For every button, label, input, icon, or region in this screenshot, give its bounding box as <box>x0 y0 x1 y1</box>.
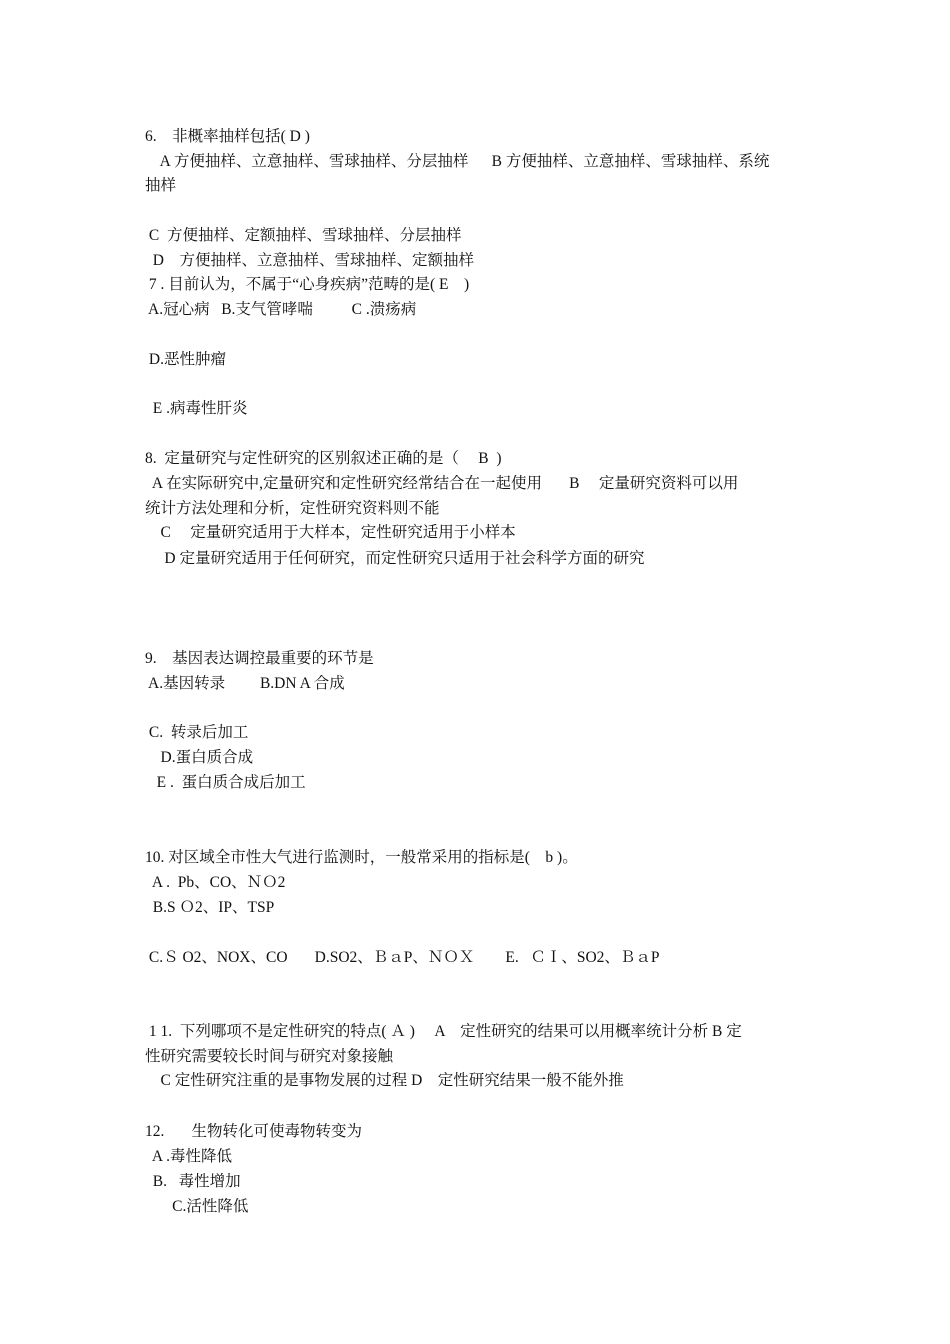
q10-option-b: B.S Ｏ2、IP、TSP <box>145 899 275 916</box>
q12-option-a: A .毒性降低 <box>145 1148 232 1165</box>
q8-options-ab-cont: 统计方法处理和分析，定性研究资料则不能 <box>145 500 440 517</box>
q8-option-d: D 定量研究适用于任何研究，而定性研究只适用于社会科学方面的研究 <box>145 550 645 567</box>
q7-option-d: D.恶性肿瘤 <box>145 351 226 368</box>
q7-options-abc: A.冠心病 B.支气管哮喘 C .溃疡病 <box>145 301 417 318</box>
q9-option-d: D.蛋白质合成 <box>145 749 254 766</box>
q6-option-c: C 方便抽样、定额抽样、雪球抽样、分层抽样 <box>145 227 462 244</box>
q7-stem: 7 . 目前认为，不属于“心身疾病”范畴的是( E ) <box>145 276 470 293</box>
q6-option-d: D 方便抽样、立意抽样、雪球抽样、定额抽样 <box>145 252 474 269</box>
q8-stem: 8. 定量研究与定性研究的区别叙述正确的是（ B ) <box>145 450 502 467</box>
q9-option-e: E . 蛋白质合成后加工 <box>145 774 306 791</box>
q10-options-cde: C.Ｓ O2、NOX、CO D.SO2、ＢａP、ＮＯＸ E. ＣＩ、SO2、ＢａP <box>145 949 660 966</box>
q12-stem: 12. 生物转化可使毒物转变为 <box>145 1123 363 1140</box>
q12-option-c: C.活性降低 <box>145 1198 249 1215</box>
q11-options-cd: C 定性研究注重的是事物发展的过程 D 定性研究结果一般不能外推 <box>145 1072 624 1089</box>
q6-options-ab-cont: 抽样 <box>145 177 177 194</box>
q8-option-c: C 定量研究适用于大样本，定性研究适用于小样本 <box>145 524 516 541</box>
q11-stem-cont: 性研究需要较长时间与研究对象接触 <box>145 1048 394 1065</box>
q11-stem: 1 1. 下列哪项不是定性研究的特点( Ａ ) A 定性研究的结果可以用概率统计分析 B 定 <box>145 1023 742 1040</box>
q10-option-a: A . Pb、CO、ＮＯ2 <box>145 874 286 891</box>
q7-option-e: E .病毒性肝炎 <box>145 400 248 417</box>
q6-stem: 6. 非概率抽样包括( D ) <box>145 128 310 145</box>
q9-options-ab: A.基因转录 B.DN A 合成 <box>145 675 345 692</box>
q6-options-ab: A 方便抽样、立意抽样、雪球抽样、分层抽样 B 方便抽样、立意抽样、雪球抽样、系统 <box>145 153 770 170</box>
q9-stem: 9. 基因表达调控最重要的环节是 <box>145 650 374 667</box>
q10-stem: 10. 对区域全市性大气进行监测时，一般常采用的指标是( b )。 <box>145 849 578 866</box>
q12-option-b: B. 毒性增加 <box>145 1173 241 1190</box>
q8-options-ab: A 在实际研究中,定量研究和定性研究经常结合在一起使用 B 定量研究资料可以用 <box>145 475 739 492</box>
q9-option-c: C. 转录后加工 <box>145 724 249 741</box>
